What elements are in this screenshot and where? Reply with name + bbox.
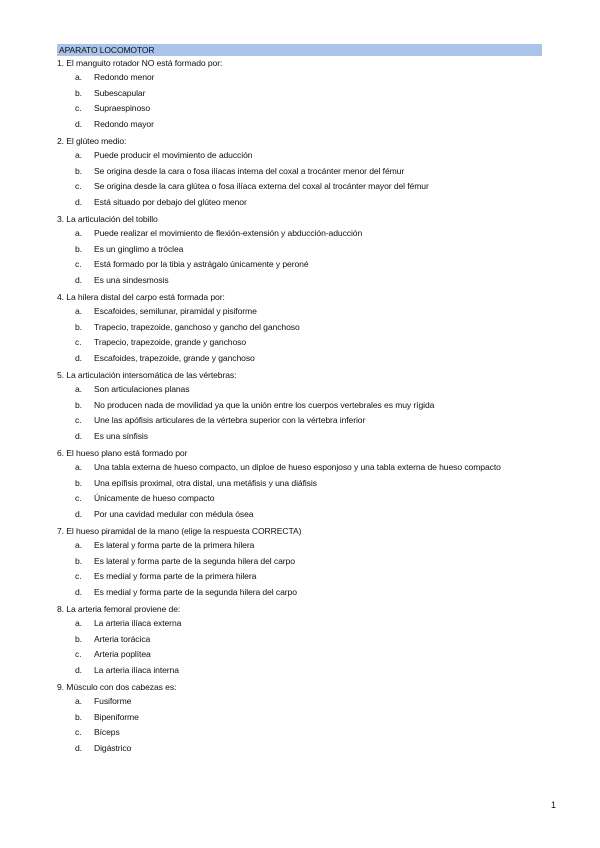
option-letter: c. [75, 571, 82, 581]
option-text: Está situado por debajo del glúteo menor [94, 196, 247, 207]
option-text: La arteria ilíaca externa [94, 618, 182, 628]
option-text: Digástrico [94, 742, 132, 753]
option-letter: a. [75, 540, 82, 550]
option-text: Es lateral y forma parte de la primera hilera [94, 540, 255, 550]
option-text: Trapecio, trapezoide, ganchoso y gancho del ganchoso [94, 321, 300, 332]
option-text: Escafoides, trapezoide, grande y ganchoso [94, 352, 255, 363]
option-letter: a. [75, 150, 82, 160]
option-text: Son articulaciones planas [94, 384, 190, 394]
option-letter: a. [75, 228, 82, 238]
option-letter: b. [75, 555, 82, 566]
option-letter: c. [75, 337, 82, 347]
question-number: 8. [57, 604, 64, 614]
option-letter: b. [75, 165, 82, 176]
question-8 [57, 604, 180, 615]
option-letter: d. [75, 196, 82, 207]
question-text: La hilera distal del carpo está formada por: [66, 292, 225, 302]
option-letter: d. [75, 352, 82, 363]
option-text: Redondo menor [94, 72, 155, 82]
question-text: La articulación del tobillo [66, 214, 158, 224]
option-text: Puede producir el movimiento de aducción [94, 150, 253, 160]
option-text: Es medial y forma parte de la primera hilera [94, 571, 257, 581]
option-text: Está formado por la tibia y astrágalo únicamente y peroné [94, 259, 309, 269]
option-letter: b. [75, 399, 82, 410]
option-letter: a. [75, 618, 82, 628]
question-number: 7. [57, 526, 64, 536]
question-5 [57, 370, 236, 381]
option-letter: b. [75, 321, 82, 332]
question-2 [57, 136, 126, 147]
option-letter: c. [75, 103, 82, 113]
option-text: Se origina desde la cara o fosa ilíacas interna del coxal a trocánter menor del fémur [94, 165, 405, 176]
option-letter: a. [75, 306, 82, 316]
question-1 [57, 58, 222, 69]
option-text: Redondo mayor [94, 118, 154, 129]
option-text: Arteria torácica [94, 633, 151, 644]
option-letter: d. [75, 664, 82, 675]
option-text: Es una sindesmosis [94, 274, 169, 285]
option-text: Puede realizar el movimiento de flexión-extensión y abducción-aducción [94, 228, 363, 238]
question-text: El manguito rotador NO está formado por: [66, 58, 223, 68]
question-text: El hueso piramidal de la mano (elige la respuesta CORRECTA) [66, 526, 302, 536]
option-letter: a. [75, 72, 82, 82]
option-letter: c. [75, 493, 82, 503]
option-text: Bipeniforme [94, 711, 139, 722]
question-4 [57, 292, 225, 303]
option-letter: b. [75, 633, 82, 644]
option-letter: d. [75, 274, 82, 285]
question-text: La arteria femoral proviene de: [66, 604, 181, 614]
option-letter: c. [75, 181, 82, 191]
option-text: Supraespinoso [94, 103, 151, 113]
question-number: 4. [57, 292, 64, 302]
option-letter: b. [75, 477, 82, 488]
question-text: El hueso plano está formado por [66, 448, 188, 458]
option-text: Se origina desde la cara glútea o fosa ilíaca externa del coxal al trocánter mayor del fémur [94, 181, 429, 191]
section-title: APARATO LOCOMOTOR [57, 44, 542, 56]
option-text: Fusiforme [94, 696, 132, 706]
question-number: 6. [57, 448, 64, 458]
option-letter: c. [75, 259, 82, 269]
question-number: 3. [57, 214, 64, 224]
option-text: Únicamente de hueso compacto [94, 493, 215, 503]
option-letter: c. [75, 727, 82, 737]
option-text: Por una cavidad medular con médula ósea [94, 508, 254, 519]
option-text: No producen nada de movilidad ya que la unión entre los cuerpos vertebrales es muy rígida [94, 399, 435, 410]
question-number: 5. [57, 370, 64, 380]
option-letter: a. [75, 696, 82, 706]
question-number: 2. [57, 136, 64, 146]
option-letter: d. [75, 586, 82, 597]
option-text: Es una sínfisis [94, 430, 148, 441]
question-text: Músculo con dos cabezas es: [66, 682, 177, 692]
option-letter: b. [75, 711, 82, 722]
option-text: Une las apófisis articulares de la vértebra superior con la vértebra inferior [94, 415, 366, 425]
question-number: 9. [57, 682, 64, 692]
option-letter: d. [75, 742, 82, 753]
option-letter: b. [75, 243, 82, 254]
question-number: 1. [57, 58, 64, 68]
option-text: Una epífisis proximal, otra distal, una metáfisis y una diáfisis [94, 477, 317, 488]
option-text: Es medial y forma parte de la segunda hilera del carpo [94, 586, 297, 597]
question-text: La articulación intersomática de las vértebras: [66, 370, 237, 380]
option-text: Trapecio, trapezoide, grande y ganchoso [94, 337, 247, 347]
question-7 [57, 526, 301, 537]
option-text: Bíceps [94, 727, 120, 737]
page-number: 1 [550, 800, 556, 810]
option-letter: b. [75, 87, 82, 98]
option-letter: d. [75, 430, 82, 441]
option-text: Arteria poplítea [94, 649, 151, 659]
question-text: El glúteo medio: [66, 136, 127, 146]
question-3 [57, 214, 158, 225]
option-text: Una tabla externa de hueso compacto, un diploe de hueso esponjoso y una tabla externa de hueso compacto [94, 462, 501, 472]
option-letter: d. [75, 118, 82, 129]
option-text: Es lateral y forma parte de la segunda hilera del carpo [94, 555, 295, 566]
option-letter: c. [75, 415, 82, 425]
question-9 [57, 682, 176, 693]
option-text: Es un ginglimo a tróclea [94, 243, 184, 254]
option-text: La arteria ilíaca interna [94, 664, 179, 675]
option-text: Subescapular [94, 87, 146, 98]
question-6 [57, 448, 187, 459]
option-letter: a. [75, 462, 82, 472]
option-letter: d. [75, 508, 82, 519]
option-letter: c. [75, 649, 82, 659]
option-letter: a. [75, 384, 82, 394]
option-text: Escafoides, semilunar, piramidal y pisiforme [94, 306, 257, 316]
